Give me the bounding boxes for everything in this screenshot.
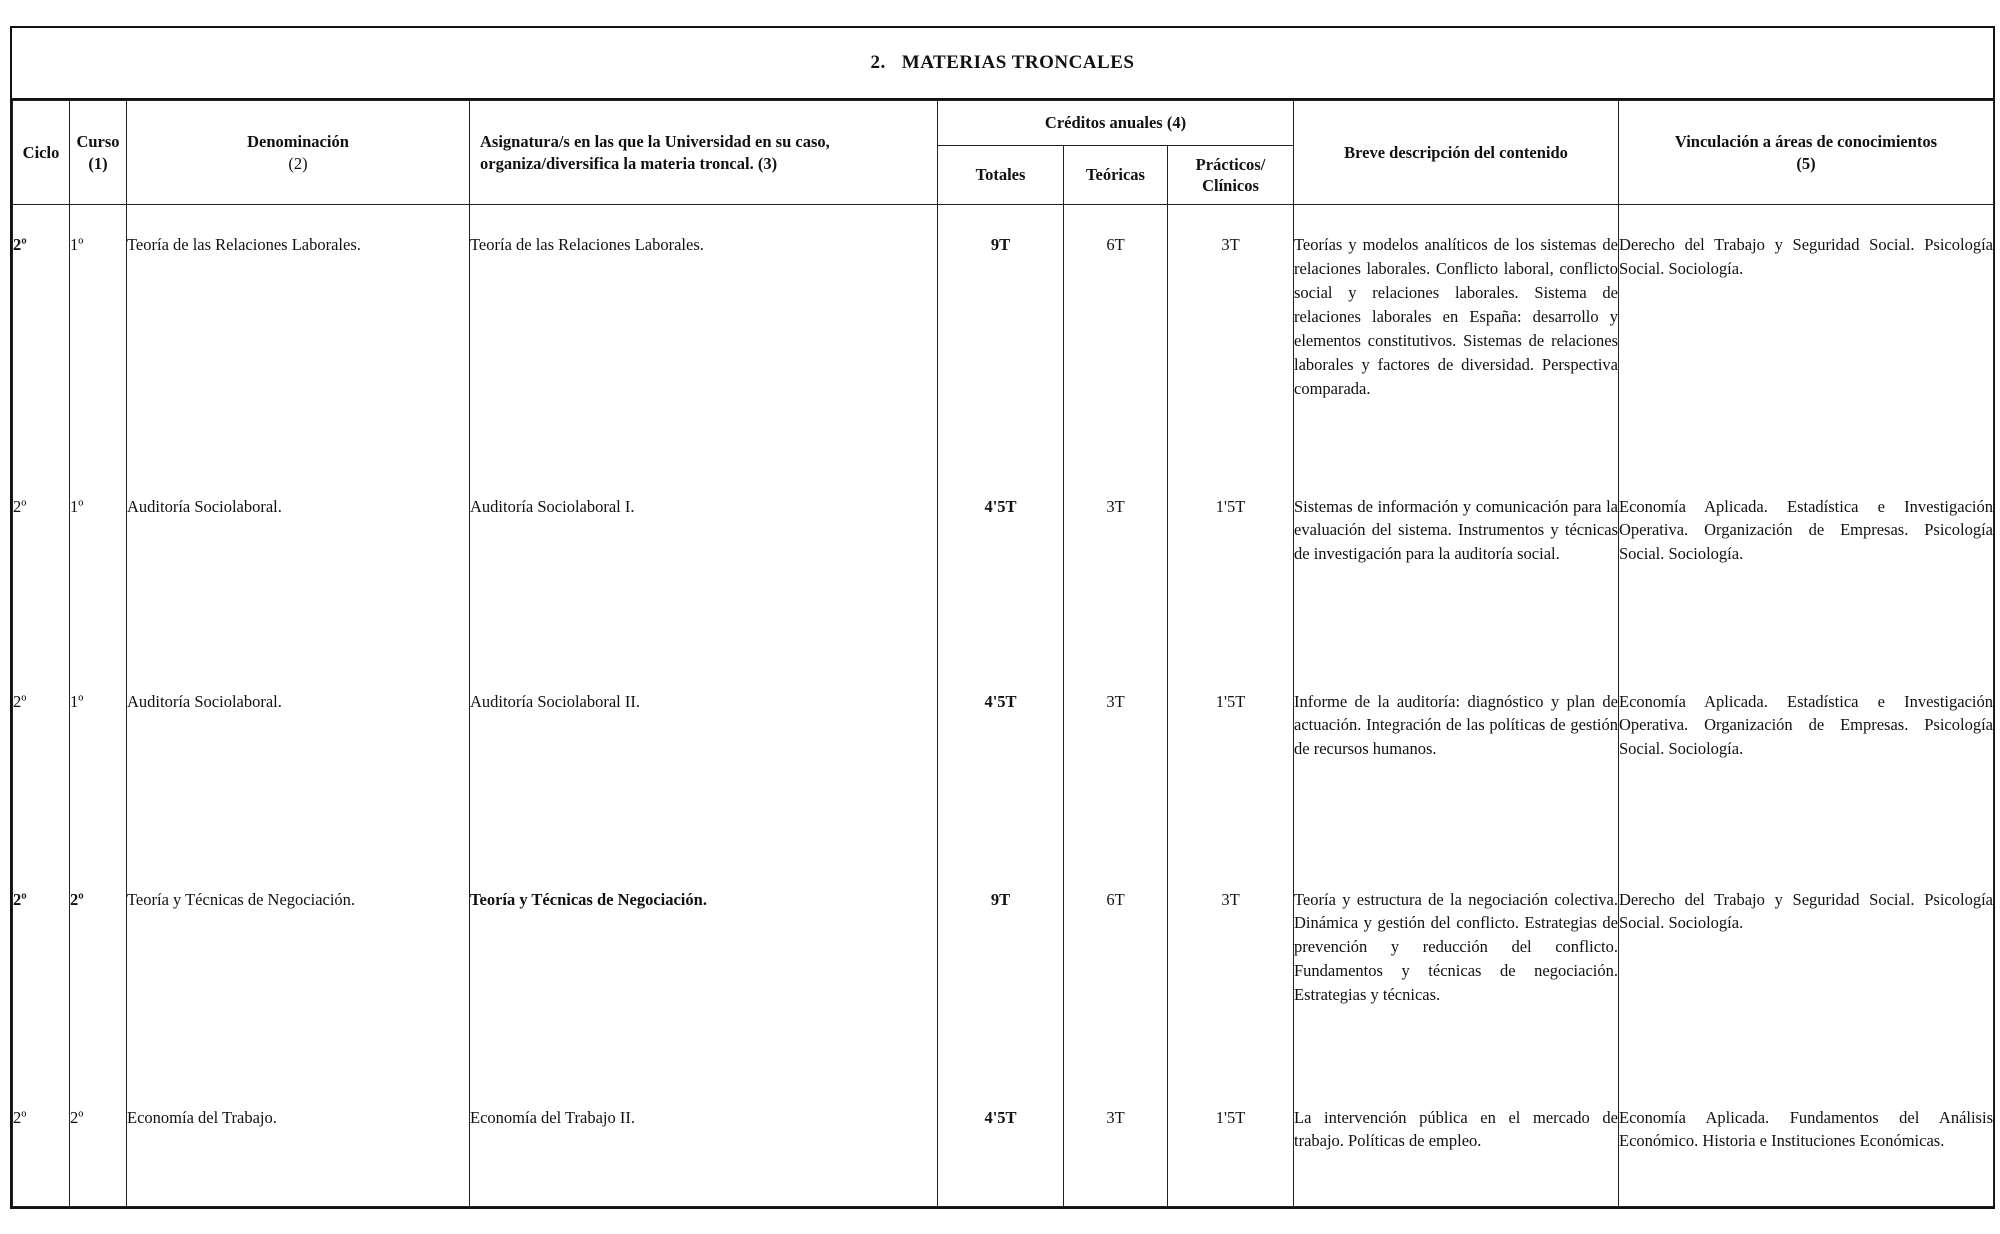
cell-ciclo: 2º: [13, 205, 70, 467]
cell-descripcion: La intervención pública en el mercado de trabajo. Políticas de empleo.: [1294, 1078, 1619, 1207]
cell-denominacion: Auditoría Sociolaboral.: [127, 662, 470, 860]
cell-curso: 2º: [70, 860, 127, 1078]
cell-denominacion: Teoría y Técnicas de Negociación.: [127, 860, 470, 1078]
cell-asignatura: Auditoría Sociolaboral II.: [470, 662, 938, 860]
cell-totales: 9T: [938, 860, 1064, 1078]
header-descripcion: Breve descripción del contenido: [1294, 101, 1619, 205]
header-teoricas: Teóricas: [1064, 146, 1168, 205]
cell-asignatura: Auditoría Sociolaboral I.: [470, 467, 938, 662]
cell-practicos: 1'5T: [1168, 467, 1294, 662]
cell-totales: 4'5T: [938, 662, 1064, 860]
cell-totales: 9T: [938, 205, 1064, 467]
cell-asignatura: Teoría de las Relaciones Laborales.: [470, 205, 938, 467]
cell-vinculacion: Economía Aplicada. Fundamentos del Análisis Económico. Historia e Instituciones Económicas.: [1619, 1078, 1994, 1207]
cell-teoricas: 6T: [1064, 860, 1168, 1078]
header-practicos: Prácticos/ Clínicos: [1168, 146, 1294, 205]
section-number: 2.: [870, 52, 886, 73]
table-row: [13, 205, 1994, 467]
cell-ciclo: 2º: [13, 1078, 70, 1207]
cell-totales: 4'5T: [938, 1078, 1064, 1207]
cell-curso: 1º: [70, 662, 127, 860]
header-asignatura: Asignatura/s en las que la Universidad en su caso, organiza/diversifica la materia troncal. (3): [470, 101, 938, 205]
table-row: [13, 467, 1994, 662]
cell-totales: 4'5T: [938, 467, 1064, 662]
cell-teoricas: 3T: [1064, 1078, 1168, 1207]
cell-vinculacion: Economía Aplicada. Estadística e Investigación Operativa. Organización de Empresas. Psicología Social. Sociología.: [1619, 467, 1994, 662]
cell-denominacion: Auditoría Sociolaboral.: [127, 467, 470, 662]
cell-denominacion: Teoría de las Relaciones Laborales.: [127, 205, 470, 467]
document-frame: [10, 26, 1995, 1209]
header-vinculacion: Vinculación a áreas de conocimientos (5): [1619, 101, 1994, 205]
cell-ciclo: 2º: [13, 860, 70, 1078]
cell-curso: 1º: [70, 467, 127, 662]
table-row: [13, 1078, 1994, 1207]
cell-teoricas: 3T: [1064, 662, 1168, 860]
cell-practicos: 3T: [1168, 860, 1294, 1078]
cell-descripcion: Teoría y estructura de la negociación colectiva. Dinámica y gestión del conflicto. Estrategias de prevención y reducción del conflicto. Fundamentos y técnicas de negociación. Estrategias y técnicas.: [1294, 860, 1619, 1078]
cell-curso: 2º: [70, 1078, 127, 1207]
header-curso: Curso (1): [70, 101, 127, 205]
cell-ciclo: 2º: [13, 467, 70, 662]
cell-practicos: 1'5T: [1168, 662, 1294, 860]
cell-teoricas: 3T: [1064, 467, 1168, 662]
header-creditos: Créditos anuales (4): [938, 101, 1294, 146]
cell-vinculacion: Derecho del Trabajo y Seguridad Social. Psicología Social. Sociología.: [1619, 860, 1994, 1078]
cell-practicos: 3T: [1168, 205, 1294, 467]
cell-descripcion: Teorías y modelos analíticos de los sistemas de relaciones laborales. Conflicto laboral, conflicto social y relaciones laborales. Sistema de relaciones laborales en España: desarrollo y elementos constitutivos. Sistemas de relaciones laborales y factores de diversidad. Perspectiva comparada.: [1294, 205, 1619, 467]
cell-descripcion: Sistemas de información y comunicación para la evaluación del sistema. Instrumentos y técnicas de investigación para la auditoría social.: [1294, 467, 1619, 662]
section-title-text: MATERIAS TRONCALES: [901, 52, 1135, 73]
materias-table: [12, 100, 1994, 1207]
cell-denominacion: Economía del Trabajo.: [127, 1078, 470, 1207]
header-denominacion: Denominación (2): [127, 101, 470, 205]
cell-vinculacion: Economía Aplicada. Estadística e Investigación Operativa. Organización de Empresas. Psicología Social. Sociología.: [1619, 662, 1994, 860]
table-row: [13, 662, 1994, 860]
cell-vinculacion: Derecho del Trabajo y Seguridad Social. Psicología Social. Sociología.: [1619, 205, 1994, 467]
cell-teoricas: 6T: [1064, 205, 1168, 467]
cell-asignatura: Economía del Trabajo II.: [470, 1078, 938, 1207]
cell-asignatura: Teoría y Técnicas de Negociación.: [470, 860, 938, 1078]
section-title: [12, 28, 1993, 100]
cell-descripcion: Informe de la auditoría: diagnóstico y plan de actuación. Integración de las políticas de gestión de recursos humanos.: [1294, 662, 1619, 860]
cell-ciclo: 2º: [13, 662, 70, 860]
table-row: [13, 860, 1994, 1078]
header-ciclo: Ciclo: [13, 101, 70, 205]
cell-curso: 1º: [70, 205, 127, 467]
cell-practicos: 1'5T: [1168, 1078, 1294, 1207]
header-totales: Totales: [938, 146, 1064, 205]
